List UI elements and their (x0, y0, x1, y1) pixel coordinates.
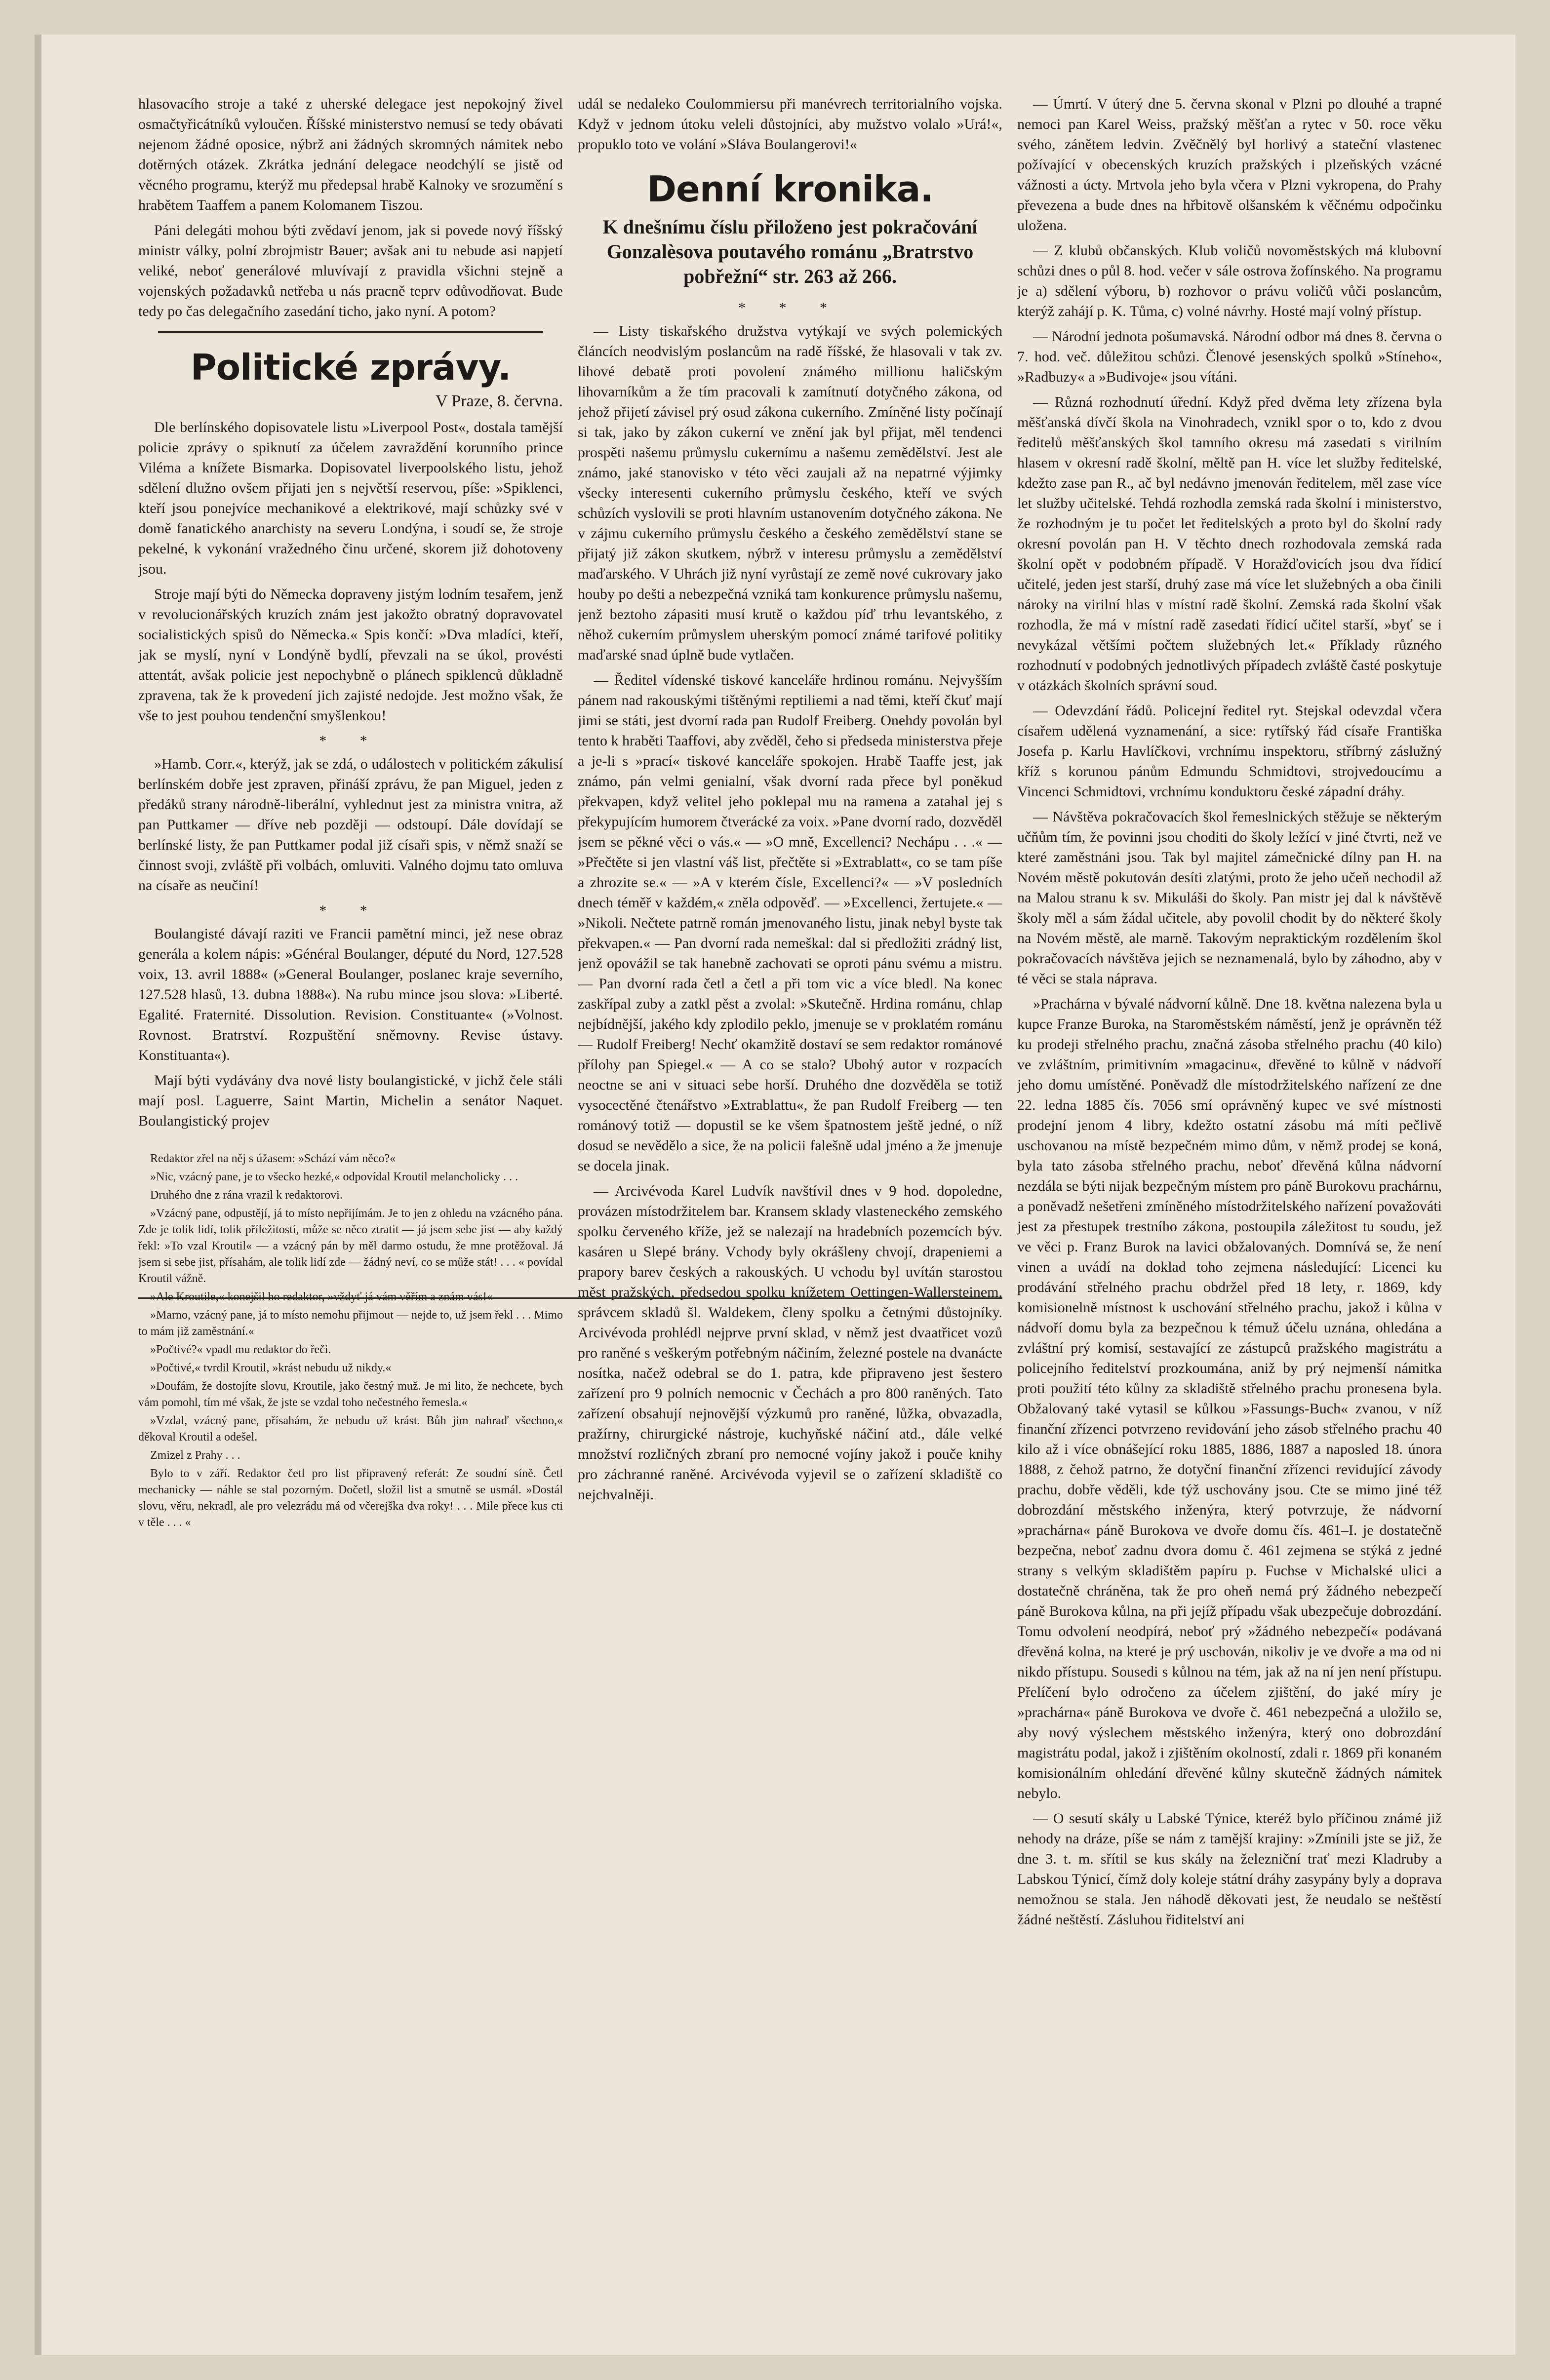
news-item: — O sesutí skály u Labské Týnice, kteréž bylo příčinou známé již nehody na dráze, píše se nám z tamější krajiny: »Zmínili jste se již, že dne 3. t. m. sřítil se kus skály na železniční trať mezi Kladruby a Labskou Týnicí, čímž doly koleje státní dráhy zasypány byly a doprava nemožnou se stala. Jen náhodě děkovati jest, že neudalo se neštěstí žádné neštěstí. Zásluhou řiditelství ani (1017, 1810, 1442, 1928)
supplement-notice: K dnešnímu číslu přiloženo jest pokračování Gonzalèsova poutavého románu „Bratrstvo pobřežní“ str. 263 až 266. (602, 216, 978, 287)
feuilleton-section (138, 1151, 563, 1531)
news-item: — Odevzdání řádů. Policejní ředitel ryt. Stejskal odevzdal včera císařem udělená vyznamenání, a sice: rytířský řád císaře Františka Josefa p. Karlu Havlíčkovi, vrchnímu inspektoru, stříbrný záslužný kříž s korunou pánům Edmundu Schmidtovi, strojvedoucímu a Vincenci Schmidtovi, vrchnímu konduktoru české západní dráhy. (1017, 702, 1442, 800)
news-item: — Ředitel vídenské tiskové kanceláře hrdinou románu. Nejvyšším pánem nad rakouskými tištěnými reptiliemi a nad těmi, kteří čkuť mají jimi se státi, jest dvorní rada pan Rudolf Freiberg. Onehdy povolán byl tento k hraběti Taaffovi, aby zvěděl, čeho si předseda ministerstva přeje a je-li s »prací« tiskové kanceláře spokojen. Hrabě Taaffe jest, jak známo, pán velmi genialní, však dvorní rada přece byl poněkud překvapen, když velitel jeho poklepal mu na ramena a zatahal jej s překypujícím humorem čtverácké za voix. »Pane dvorní rado, dozvěděl jsem se pěkné věci o vás.« — »O mně, Excellenci? Nechápu . . .« — »Přečtěte si jen vlastní váš list, přečtěte si »Extrablatt«, co se tam píše a zhrozite se.« — »A v kterém čísle, Excellenci?« — »V posledních dnech téměř v každém,« zněla odpověď. — »Excellenci, žertujete.« — »Nikoli. Nečtete patrně román jmenovaného listu, jinak nebyl byste tak překvapen.« — Pan dvorní rada nemeškal: dal si předložiti zrádný list, jenž opovážil se tak hanebně zachovati se oproti pánu svému a mistru. — Pan dvorní rada četl a četl a při tom vic a více bledl. Na konec zaskřípal zuby a zatkl pěst a zvolal: »Skutečně. Hrdina románu, chlap nejbídnější, jakého kdy zplodilo peklo, jmenuje se v proklatém románu — Rudolf Freiberg! Nechť okamžitě dostaví se sem redaktor románové přílohy pan Spiegel.« — A co se stalo? Ubohý autor v rozpacích neoctne se ani v situaci sebe horší. Druhého dne dozvěděla se totiž vysocectěné čtenářstvo »Extrablattu«, že pan Rudolf Freiberg — ten románový totiž — dopustil se ke všem špatnostem ještě jedné, o níž dosud se nevědělo a sice, že na policii falešně udal jméno a že jmenuje se docela jinak. (578, 672, 1002, 1174)
article-paragraph: Stroje mají býti do Německa dopraveny jistým lodním tesařem, jenž v revolucionářských kruzích znám jest jakožto obratný dopravovatel socialistických spisů do Německa.« Spis končí: »Dva mladíci, kteří, jak se myslí, nyní v Londýně bydlí, převzali na se úkol, provésti attentát, avšak policie jest nepochybně o plánech spiklenců důkladně zpravena, tak že k provedení jich zajisté nedojde. Jest možno však, že vše to jest pouhou tendenční smyšlenkou! (138, 586, 563, 724)
section-divider (158, 331, 543, 333)
news-item: — Úmrtí. V úterý dne 5. června skonal v Plzni po dlouhé a trapné nemoci pan Karel Weiss, pražský měšťan a rytec v 50. roce věku svého, zánětem ledvin. Zvěčnělý byl horlivý a stateční vlastenec požívající v obecenských kruzích pražských i plzeňských vzácné vážnosti a úcty. Mrtvola jeho byla včera v Plzni vykropena, do Prahy převezena a bude dnes na hřbitově olšanském k věčnému odpočinku uložena. (1017, 96, 1442, 234)
feuilleton-paragraph: »Počtivé,« tvrdil Kroutil, »krást nebudu už nikdy.« (150, 1362, 392, 1374)
feuilleton-paragraph: Redaktor zřel na něj s úžasem: »Schází vám něco?« (150, 1152, 396, 1165)
section-separator-stars: * * (319, 733, 382, 749)
page-binding-edge (35, 35, 41, 2355)
news-item: — Arcivévoda Karel Ludvík navštívil dnes v 9 hod. dopoledne, provázen místodržitelem bar. Kransem sklady vlasteneckého zemského spolku červeného kříže, jež se nalezají na hradebních pozemcích býv. kasáren u Slepé brány. Vchody byly okrášleny chvojí, drapeniemi a prapory barev českých a rakouských. U vchodu byl uvítán starostou měst pražských, předsedou spolku knížetem Oettingen-Wallersteinem, správcem skladů šl. Waldekem, členy spolku a četnými důstojníky. Arcivévoda prohlédl nejprve první sklad, v němž jest dvaatřicet vozů pro raněné s veškerým potřebným náčiním, železné postele na dvanácte nosítka, načež odebral se do 1. patra, kde připraveno jest šestero zařízení pro 9 polních nemocnic v Čechách a pro 800 raněných. Tato zařízení obsahují nejnovější výzkumů pro raněné, lůžka, obvazadla, pražírny, chirurgické nástroje, kuchyňské náčiní atd., dále velké množství rozličných zbraní pro nemocné vojíny jakož i pouče knihy pro záchranné raněné. Arcivévoda vyjevil se o zařízení skladiště co nejchvalněji. (578, 1183, 1002, 1503)
feuilleton-paragraph: »Doufám, že dostojíte slovu, Kroutile, jako čestný muž. Je mi lito, že nechcete, bych vám pomohl, tím mé však, že jste se vzdal toho nečestného řemesla.« (138, 1380, 563, 1409)
column-right (1017, 94, 1442, 2340)
section-heading-daily-chronicle: Denní kronika. (647, 168, 933, 210)
news-item: — Z klubů občanských. Klub voličů novoměstských má klubovní schůzi dnes o půl 8. hod. večer v sále ostrova žofínského. Na programu je a) sdělení výboru, b) rozhovor o právu voličů vůči poslancům, kterýž zahájí p. K. Tůma, c) volné návrhy. Hosté mají volný přístup. (1017, 242, 1442, 319)
article-paragraph: udál se nedaleko Coulommiersu při manévrech territorialního vojska. Když v jednom útoku veleli důstojníci, aby mužstvo volalo »Urá!«, propuklo toto ve volání »Sláva Boulangerovi!« (578, 96, 1002, 153)
dateline: V Praze, 8. června. (435, 392, 563, 410)
news-item: — Návštěva pokračovacích škol řemeslnických stěžuje se některým učňům tím, že povinni jsou choditi do školy ležící v jiné čtvrti, než ve které zaměstnáni jsou. Tak byl majitel zámečnické dílny pan H. na Novém městě pokutován desíti zlatými, proto že jeho učeň nechodil až na Malou stranu k sv. Mikuláši do školy. Pan mistr jej dal k návštěvě školy měl a sám žádal učitele, aby povolil chodit by do některé školy na Novém městě, ale marně. Takovým nepraktickým rozdělením škol pokračovacích návštěva jejich se neznamenalá, bylo by záhodno, aby v té věci se stala náprava. (1017, 809, 1442, 987)
news-item: — Různá rozhodnutí úřední. Když před dvěma lety zřízena byla měšťanská dívčí škola na Vinohradech, vznikl spor o to, kdo z dvou ředitelů měšťanských škol tamního okresu má zasedati s virilním hlasem v okresní radě školní, měltě pan H. více let služby ředitelské, kdežto zase pan R., ač byl nedávno jmenován ředitelem, měl zase více let služby učitelské. Tehdá rozhodla zemská rada školní i ministerstvo, že rozhodným je tu počet let ředitelských a proto byl do školní rady okresní povolán pan H. V těchto dnech rozhodovala zemská rada školní opět v podobném případě. V Horažďovicích jsou dva řídicí učitelé, jeden jest starší, druhý zase má více let služebných a oba činili nároky na virilní hlas v místní radě školní. Zemská rada školní však rozhodla, že má v místní radě zasedati řídicí učitel starší, »byť se i nevykázal většími počtem služebných let.« Příklady různého rozhodnutí v podobných jednotlivých případech zvláště časté poskytuje v otázkách školních správní soud. (1017, 394, 1442, 694)
news-item: — Listy tiskařského družstva vytýkají ve svých polemických článcích neodvislým poslancům na radě říšské, že hlasovali v tak zv. lihové debatě proti povolení známého millionu haličským lihovarníkům a že tím pracovali k zamítnutí dotyčného zákona, od jehož přijetí závisel prý osud zákona cukerního. Zmíněné listy počínají si tak, jako by zákon cukerní ve znění jak byl přijat, měl tendenci prospěti našemu průmyslu cukernímu a našemu zemědělství. Jest ale známo, jaké stanovisko v této věci zaujali až na nepatrné výjimky všecky interesenti cukerního průmyslu českého, kteří ve svých schůzích vyslovili se proti hlavním ustanovením dotyčného zákona. Ne v zájmu cukerního průmyslu českého a českého zemědělství stane se přijatý již zákon skutkem, nýbrž v interesu průmyslu a zemědělství maďarského. V Uhrách již nyní vyrůstají ze země nové cukrovary jako houby po dešti a nebezpečná vzniká tam konkurence průmyslu našemu, jenž beztoho zápasiti musí krutě o každou píď trhu levantského, z něhož cukerním průmyslem uherským pomocí známé tarifové politiky maďarské snad úplně bude vytlačen. (578, 323, 1002, 663)
article-paragraph: Páni delegáti mohou býti zvědaví jenom, jak si povede nový říšský ministr války, polní zbrojmistr Bauer; avšak ani tu nebude asi napjetí veliké, neboť generálové mluvívají z pravidla všichni stejně a vojenských požadavků netřeba u nás pracně teprv odůvodňovat. Bude tedy po čas delegačního zasedání ticho, jako nyní. A potom? (138, 222, 563, 319)
feuilleton-paragraph: Druhého dne z rána vrazil k redaktorovi. (150, 1189, 343, 1202)
news-item: — Národní jednota pošumavská. Národní odbor má dnes 8. června o 7. hod. več. důležitou schůzi. Členové jesenských spolků »Stíneho«, »Radbuzy« a »Budivoje« jsou vítáni. (1017, 328, 1442, 385)
feuilleton-paragraph: »Počtivé?« vpadl mu redaktor do řeči. (150, 1343, 331, 1356)
feuilleton-paragraph: »Vzdal, vzácný pane, přísahám, že nebudu už krást. Bůh jim nahraď všechno,« děkoval Kroutil a odešel. (138, 1414, 563, 1444)
section-separator-stars: * * * (738, 300, 842, 316)
feuilleton-paragraph: »Nic, vzácný pane, je to všecko hezké,« odpovídal Kroutil melancholicky . . . (150, 1170, 518, 1183)
article-paragraph: Dle berlínského dopisovatele listu »Liverpool Post«, dostala tamější policie zprávy o spiknutí za účelem zavraždění korunního prince Viléma a knížete Bismarka. Dopisovatel liverpoolského listu, jehož sdělení dlužno ovšem přijati jen s největší reservou, píše: »Spiklenci, kteří jsou ponejvíce mechanikové a elektrikové, mají schůzky své v domě fanatického anarchisty na severu Londýna, i soudí se, že stroje pekelné, k vykonání vražedného činu určené, skorem již dohotoveny jsou. (138, 419, 563, 577)
feuilleton-paragraph: Bylo to v září. Redaktor četl pro list připravený referát: Ze soudní síně. Četl mechanicky — náhle se stal pozorným. Dočetl, složil list a smutně se usmál. »Dostál slovu, věru, nekradl, ale pro velezrádu má od včerejška dva roky! . . . Mile přece kus cti v těle . . . « (138, 1467, 563, 1529)
article-paragraph: hlasovacího stroje a také z uherské delegace jest nepokojný živel osmačtyřicátníků vyloučen. Říšské ministerstvo nemusí se tedy obávati nejenom žádné oposice, nýbrž ani žádných skromných námitek nebo dotěrných otázek. Zkrátka jednání delegace neodchýlí se jistě od věcného programu, kterýž mu předepsal hrabě Kalnoky ve srozumění s hrabětem Taaffem a panem Kolomanem Tiszou. (138, 96, 563, 213)
feuilleton-paragraph: »Marno, vzácný pane, já to místo nemohu přijmout — nejde to, už jsem řekl . . . Mimo to mám již zaměstnání.« (138, 1309, 563, 1338)
section-separator-stars: * * (319, 902, 382, 919)
feuilleton-paragraph: »Vzácný pane, odpustějí, já to místo nepřijímám. Je to jen z ohledu na vzácného pána. Zde je tolik lidí, tolik příležitostí, může se něco ztratit — já jsem sebe jist — aby každý řekl: »To vzal Kroutil« — a vzácný pán by měl darmo ostudu, že mne protěžoval. Já jsem si sebe jist, přísahám, ale tolik lidí zde — žádný neví, co se může stát! . . . « povídal Kroutil vážně. (138, 1207, 563, 1285)
feuilleton-divider-line (138, 1297, 1002, 1299)
feuilleton-paragraph: »Ale Kroutile,« konejšil ho redaktor, »vždyť já vám věřím a znám vás!« (150, 1290, 493, 1303)
article-paragraph: Mají býti vydávány dva nové listy boulangistické, v jichž čele stáli mají posl. Laguerre, Saint Martin, Michelin a senátor Naquet. Boulangistický projev (138, 1072, 563, 1129)
article-paragraph: »Hamb. Corr.«, kterýž, jak se zdá, o událostech v politickém zákulisí berlínském dobře jest zpraven, přináší zprávu, že pan Miguel, jeden z předáků strany národně-liberální, vyhlednut jest za ministra vnitra, až pan Puttkamer — dříve neb později — odstoupí. Dále dovídají se berlínské listy, že pan Puttkamer podal již císaři spis, v němž snaží se činnost svoji, zvláště při volbách, omluviti. Valného dojmu tato omluva na císaře as neučiní! (138, 756, 563, 894)
section-heading-political-news: Politické zprávy. (190, 347, 511, 388)
article-paragraph: Boulangisté dávají raziti ve Francii pamětní minci, jež nese obraz generála a kolem nápis: »Général Boulanger, député du Nord, 127.528 voix, 13. avril 1888« (»General Boulanger, poslanec kraje severního, 127.528 hlasů, 13. dubna 1888«). Na rubu mince jsou slova: »Liberté. Egalité. Fraternité. Dissolution. Revision. Constituante« (»Volnost. Rovnost. Bratrství. Rozpuštění sněmovny. Revise ústavy. Konstituanta«). (138, 926, 563, 1063)
column-middle (578, 94, 1002, 2340)
column-left (138, 94, 563, 2340)
newspaper-page (35, 35, 1515, 2355)
feuilleton-paragraph: Zmizel z Prahy . . . (150, 1449, 240, 1462)
news-item: »Prachárna v bývalé nádvorní kůlně. Dne 18. května nalezena byla u kupce Franze Buroka, na Staroměstském náměstí, jenž je oprávněn též ku prodeji střelného prachu, značná zásoba střelného prachu (40 kilo) ve zvláštním, primitivním »magacinu«, dřevěné to kůlně v nádvoří jeho domu umístěné. Poněvadž dle místodržitelského nařízení ze dne 22. ledna 1885 čís. 7056 smí oprávněný kupec ve své místnosti prodejní jenom 4 libry, kdežto ostatní zásobu má míti pečlivě uschovanou na místě bezpečném mimo dům, v němž prodej se koná, byla tato zásoba střelného prachu, neboť dřevěná kůlna nádvorní nezdála se býti nijak bezpečným místem pro páně Burokovu prachárnu, a poněvadž nešetřeni zmíněného místodržitelského nařízení považováti jest za přestupek trestního zákona, postoupila záležitost tu soudu, jež ve věci p. Franz Burok na lavici obžalovaných. Domnívá se, že není vinen a uvádí na doklad toho zejmena následující: Licenci ku prodávání střelného prachu obdržel před 18 lety, r. 1869, kdy komisionelně místnost k uschování střelného prachu, jakož i kůlna v nádvoří domu byla za bezpečnou k témuž účelu uznána, ohledána a zvláštní prý komisí, sestavající ze zástupců pražského magistrátu a policejního ředitelství prozkoumána, aniž by prý nejmenší námitka proti použití této kůlny za skladiště střelného prachu pronesena byla. Obžalovaný také vytasil se kůlkou »Fassungs-Buch« zvanou, v níž finanční zřízenci potvrzeno revidování jeho zásob střelného prachu 40 kilo až i více obnášející roku 1885, 1886, 1887 a naposled 18. února 1888, z čehož patrno, že dotyční finanční zřízenci revidující závody prachu, dobře věděli, kde týž uschovány jsou. Cte se mimo jiné též dobrozdání městského inženýra, který potvrzuje, že nádvorní »prachárna« páně Burokova ve dvoře domu čís. 461–I. je dostatečně bezpečna, neboť zadnu dvora domu č. 461 zejmena se stýká z jedné strany s velkým skladištěm papíru p. Fuchse v Michalské ulici a dostatečně chráněna, tak že pro oheň nemá prý žádného nebezpečí páně Burokova kůlna, na při jejíž případu však ubezpečuje dobrozdání. Tomu odvolení neodpírá, neboť prý »žádného nebezpečí« podávaná dřevěná kolna, na které je prý uschován, nikoliv je ve dvoře a ma od ni nikdo přístupu. Sousedi s kůlnou na tém, jak až na ní jen není přístupu. Přelíčení bylo odročeno za účelem zjištění, do jaké míry je »prachárna« páně Burokova ve dvoře č. 461 nebezpečná a uložilo se, aby nový výslechem městského inženýra, který ono dobrozdání magistrátu podal, jakož i zjištěním okolností, zdali r. 1869 při konaném komisionálním ohledání dřevěné kůlny skutečně žádných námitek nebylo. (1017, 996, 1442, 1801)
